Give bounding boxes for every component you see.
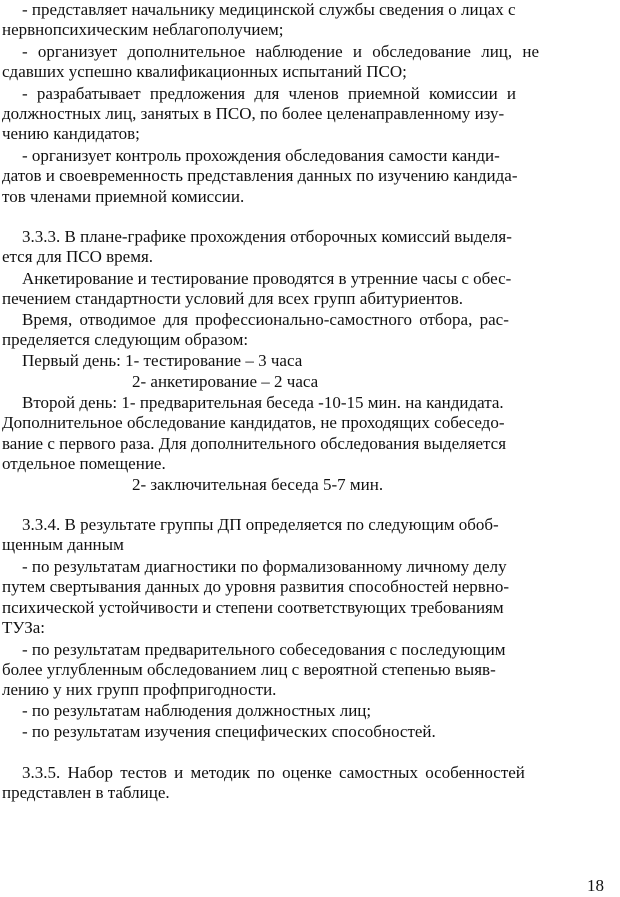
text-line: вание с первого раза. Для дополнительного обследования выделяется [2, 434, 507, 453]
text-line: сдавших успешно квалификационных испытаний ПСО; [2, 62, 407, 81]
text-line: нервнопсихическим неблагополучием; [2, 20, 284, 39]
text-line: представлен в таблице. [2, 783, 170, 802]
text-line: пределяется следующим образом: [2, 330, 249, 349]
page-number: 18 [587, 876, 604, 895]
text-line: чению кандидатов; [2, 124, 140, 143]
schedule-day-two-item: 2- заключительная беседа 5-7 мин. [132, 475, 384, 494]
text-line: печением стандартности условий для всех групп абитуриентов. [2, 289, 464, 308]
text-line: - по результатам диагностики по формализованному личному делу [22, 557, 507, 576]
schedule-day-one-item: 2- анкетирование – 2 часа [132, 372, 319, 391]
section-heading-3-3-4: 3.3.4. В результате группы ДП определяется по следующим обоб- [22, 515, 499, 534]
text-line: - разрабатывает предложения для членов приемной комиссии и [22, 84, 517, 103]
text-line: лению у них групп профпригодности. [2, 680, 277, 699]
text-line: путем свертывания данных до уровня развития способностей нервно- [2, 577, 510, 596]
text-line: психической устойчивости и степени соответствующих требованиям [2, 598, 504, 617]
text-line: отдельное помещение. [2, 454, 166, 473]
section-heading-3-3-3: 3.3.3. В плане-графике прохождения отборочных комиссий выделя- [22, 227, 512, 246]
text-line: - организует дополнительное наблюдение и обследование лиц, не [22, 42, 540, 61]
text-line: Анкетирование и тестирование проводятся в утренние часы с обес- [22, 269, 512, 288]
section-heading-3-3-5: 3.3.5. Набор тестов и методик по оценке самостных особенностей [22, 763, 525, 782]
text-line: ТУЗа: [2, 618, 45, 637]
text-line: датов и своевременность представления данных по изучению кандида- [2, 166, 518, 185]
text-line: Дополнительное обследование кандидатов, не проходящих собеседо- [2, 413, 505, 432]
schedule-day-one: Первый день: 1- тестирование – 3 часа [22, 351, 303, 370]
text-line: более углубленным обследованием лиц с вероятной степенью выяв- [2, 660, 496, 679]
text-line: - по результатам наблюдения должностных лиц; [22, 701, 372, 720]
text-line: - по результатам предварительного собеседования с последующим [22, 640, 506, 659]
text-line: должностных лиц, занятых в ПСО, по более целенаправленному изу- [2, 104, 505, 123]
text-line: - представляет начальнику медицинской службы сведения о лицах с [22, 0, 516, 19]
text-line: тов членами приемной комиссии. [2, 187, 245, 206]
text-line: щенным данным [2, 535, 124, 554]
text-line: Время, отводимое для профессионально-самостного отбора, рас- [22, 310, 509, 329]
text-line: - по результатам изучения специфических способностей. [22, 722, 436, 741]
schedule-day-two: Второй день: 1- предварительная беседа -10-15 мин. на кандидата. [22, 393, 504, 412]
text-line: ется для ПСО время. [2, 247, 154, 266]
text-line: - организует контроль прохождения обследования самости канди- [22, 146, 500, 165]
